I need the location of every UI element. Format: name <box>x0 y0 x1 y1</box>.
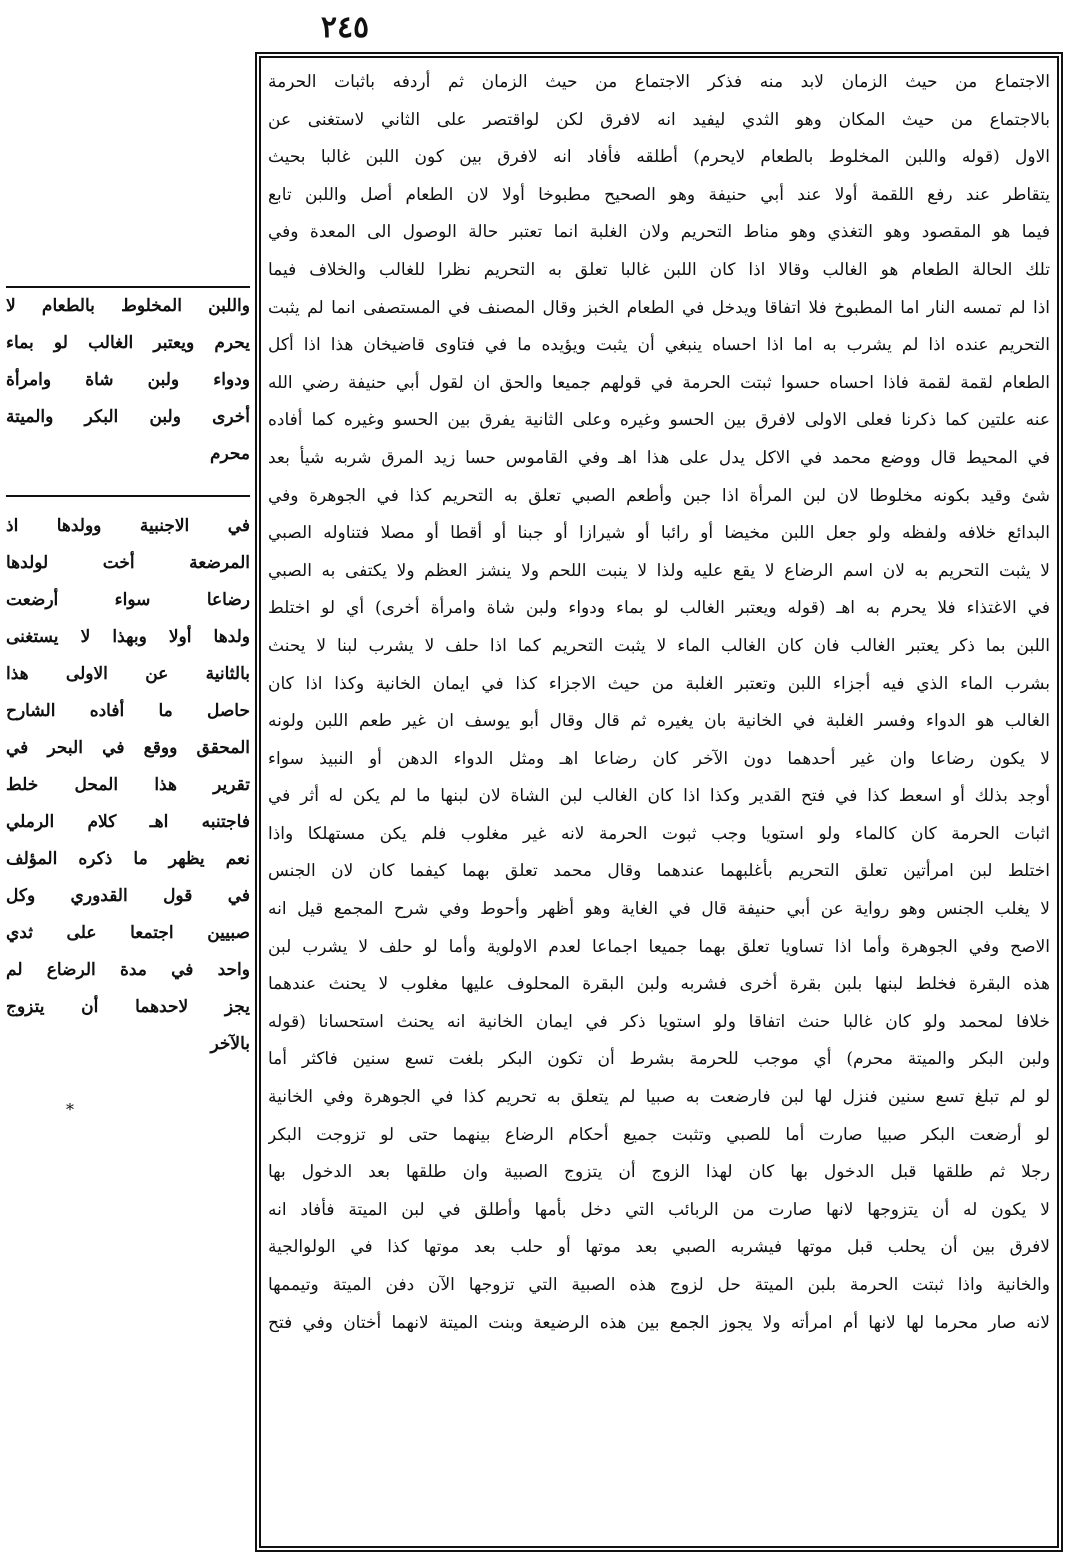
side-line: واللبن المخلوط بالطعام لا <box>6 296 250 316</box>
side-line: تقرير هذا المحل خلط <box>6 775 250 795</box>
text-line: فيما هو المقصود وهو التغذي وهو مناط التحريم ولان الغلبة انما تعتبر حالة الوصول الى المعدة وفي <box>268 222 1050 243</box>
main-text-body <box>268 64 1050 1493</box>
text-line: خلافا لمحمد ولو كان غالبا حنث اتفاقا ولو استويا ذكر في ايمان الخانية انه يحنث استحسانا (قوله <box>268 1011 1050 1032</box>
side-line: يجز لاحدهما أن يتزوج <box>6 997 250 1017</box>
page-number: ٢٤٥ <box>320 10 370 45</box>
text-line: عنه علتين كما ذكرنا فعلى الاولى لافرق بين الحسو وغيره وعلى الثانية يفرق بين الحسو وغيره كما أفاده <box>268 410 1050 431</box>
text-line <box>268 1455 1050 1493</box>
side-line: واحد في مدة الرضاع لم <box>6 960 250 980</box>
text-line <box>268 1417 1050 1455</box>
side-line: يحرم ويعتبر الغالب لو بماء <box>6 333 250 353</box>
side-line: رضاعا سواء أرضعت <box>6 590 250 610</box>
side-line: في قول القدوري وكل <box>6 886 250 906</box>
text-line: تلك الحالة الطعام هو الغالب وقالا اذا كان اللبن غالبا تعلق به التحريم نظرا للغالب والخلاف فيما <box>268 259 1050 280</box>
side-line: بالثانية عن الاولى هذا <box>6 664 250 684</box>
text-line <box>268 1342 1050 1380</box>
side-line: المرضعة أخت لولدها <box>6 553 250 573</box>
text-line: البدائع خلافه ولفظه ولو جعل اللبن مخيضا أو رائبا أو شيرازا أو جبنا أو أقطا أو مصلا فتناوله الصبي <box>268 523 1050 544</box>
side-line: نعم يظهر ما ذكره المؤلف <box>6 849 250 869</box>
text-line: بالاجتماع من حيث المكان وهو الثدي ليفيد انه لافرق لكن لواقتصر على الثاني لاستغنى عن <box>268 109 1050 130</box>
text-line: لافرق بين أن يحلب قبل موتها فيشربه الصبي بعد موتها أو حلب بعد موتها كذا في الولوالجية <box>268 1237 1050 1258</box>
text-line: اثبات الحرمة كان كالماء ولو استويا وجب ثبوت الحرمة لانه غير مغلوب فلم يكن مستهلكا واذا <box>268 823 1050 844</box>
side-line: أخرى ولبن البكر والميتة <box>6 407 250 427</box>
text-line: رجلا ثم طلقها قبل الدخول بها كان لهذا الزوج أن يتزوج الصبية وان طلقها بعد الدخول بها <box>268 1162 1050 1183</box>
side-line: فاجتنبه اهـ كلام الرملي <box>6 812 250 832</box>
text-line: لا يكون رضاعا وان غير أحدهما دون الآخر كان رضاعا اهـ ومثل الدواء الدهن أو النبيذ سواء <box>268 748 1050 769</box>
text-line: لا يثبت التحريم به لان اسم الرضاع لا يقع عليه ولذا لا ينبت اللحم ولا ينشز العظم ولا يكتفى به الصبي <box>268 560 1050 581</box>
text-line: لو أرضعت البكر صبيا صارت أما للصبي وتثبت جميع أحكام الرضاع بينهما حتى لو تزوجت البكر <box>268 1124 1050 1145</box>
text-line: الاول (قوله واللبن المخلوط بالطعام لايحرم) أطلقه فأفاد انه لافرق بين كون اللبن غالبا بحيث <box>268 147 1050 168</box>
text-line: الاصح وفي الجوهرة وأما اذا تساويا تعلق بهما جميعا اجماعا لعدم الاولوية وأما لو حلف لا يشرب لبن <box>268 936 1050 957</box>
text-line: أوجد بذلك أو اسعط كذا في فتح القدير وكذا اذا كان الغالب لبن الشاة لان لبنها ما لم يكن له أثر في <box>268 786 1050 807</box>
text-line: التحريم عنده اذا لم يشرب به اما اذا احساه ينبغي أن يثبت ويؤيده ما في فتاوى قاضيخان هذا اذا أكل <box>268 335 1050 356</box>
side-line: في الاجنبية وولدها اذ <box>6 516 250 536</box>
side-matn-text <box>6 288 250 473</box>
text-line: اختلط لبن امرأتين تعلق التحريم بأغلبهما عندهما وقال محمد تعلق بهما كيفما كان لان الجنس <box>268 861 1050 882</box>
text-line: اللبن بما ذكر يعتبر الغالب فان كان الغالب الماء لا يثبت التحريم كما اذا حلف لا يشرب لبنا لا يحنث <box>268 635 1050 656</box>
side-line: صبيين اجتمعا على ثدي <box>6 923 250 943</box>
text-line: اذا لم تمسه النار اما المطبوخ فلا اتفاقا ويدخل في الطعام الخبز وقال المصنف في المستصفى انما لم يثبت <box>268 297 1050 318</box>
text-line: شئ وقيد بكونه مخلوطا لان لبن المرأة اذا جبن وأطعم الصبي تعلق به التحريم كذا في الجوهرة وفي <box>268 485 1050 506</box>
small-mark: * <box>66 1100 74 1119</box>
text-line: هذه البقرة فخلط لبنها بلبن بقرة أخرى فشربه ولبن البقرة المحلوف عليها مغلوب لا يحنث عندهما <box>268 974 1050 995</box>
side-line: حاصل ما أفاده الشارح <box>6 701 250 721</box>
text-line: يتقاطر عند رفع اللقمة أولا عند أبي حنيفة وهو الصحيح مطبوخا أولا لان الطعام أصل واللبن تابع <box>268 184 1050 205</box>
side-line: ولدها أولا وبهذا لا يستغنى <box>6 627 250 647</box>
text-line: الطعام لقمة لقمة فاذا احساه حسوا ثبتت الحرمة في قولهم جميعا والحق ان لقول أبي حنيفة رضي الله <box>268 372 1050 393</box>
text-line <box>268 1380 1050 1418</box>
text-line: لو لم تبلغ تسع سنين فنزل لها لبن فارضعت به صبيا لم يتعلق به تحريم كذا في الجوهرة وفي الخانية <box>268 1087 1050 1108</box>
side-rule-middle <box>6 495 250 497</box>
text-line: الغالب هو الدواء وفسر الغلبة في الخانية بان يغيره ثم قال وقال أبو يوسف ان غير طعم اللبن ولونه <box>268 711 1050 732</box>
text-line: لا يكون له أن يتزوجها لانها صارت من الربائب التي دخل بأمها وأطلق في لبن الميتة فأفاد انه <box>268 1199 1050 1220</box>
text-line: لا يغلب الجنس وهو رواية عن أبي حنيفة قال في الغاية وهو أظهر وأحوط وفي شرح المجمع قيل انه <box>268 899 1050 920</box>
side-line: ودواء ولبن شاة وامرأة <box>6 370 250 390</box>
text-line: بشرب الماء الذي فيه أجزاء اللبن وتعتبر الغلبة من حيث الاجزاء كذا في ايمان الخانية وكذا اذا كان <box>268 673 1050 694</box>
side-line: بالآخر <box>210 1034 250 1054</box>
text-line: والخانية واذا ثبتت الحرمة بلبن الميتة حل لزوج هذه الصبية التي تزوجها الآن دفن الميتة وتيممها <box>268 1275 1050 1295</box>
side-line: محرم <box>210 444 250 464</box>
text-line: في المحيط قال ووضع محمد في الاكل يدل على هذا اهـ وفي القاموس حسا زيد المرق شربه شيأ بعد <box>268 447 1050 468</box>
side-commentary-text <box>6 508 250 1063</box>
text-line: في الاغتذاء فلا يحرم به اهـ (قوله ويعتبر الغالب لو بماء ودواء ولبن شاة وامرأة أخرى) أي لو اختلط <box>268 598 1050 619</box>
text-line: ولبن البكر والميتة محرم) أي موجب للحرمة بشرط أن تكون البكر بلغت تسع سنين فاكثر أما <box>268 1049 1050 1070</box>
side-line: المحقق ووقع في البحر في <box>6 738 250 758</box>
text-line: الاجتماع من حيث الزمان لابد منه فذكر الاجتماع من حيث الزمان ثم أردفه باثبات الحرمة <box>268 72 1050 92</box>
text-line: لانه صار محرما لها لانها أم امرأته ولا يجوز الجمع بين هذه الرضيعة وبنت الميتة لانهما أختان وفي فتح <box>268 1312 1050 1333</box>
